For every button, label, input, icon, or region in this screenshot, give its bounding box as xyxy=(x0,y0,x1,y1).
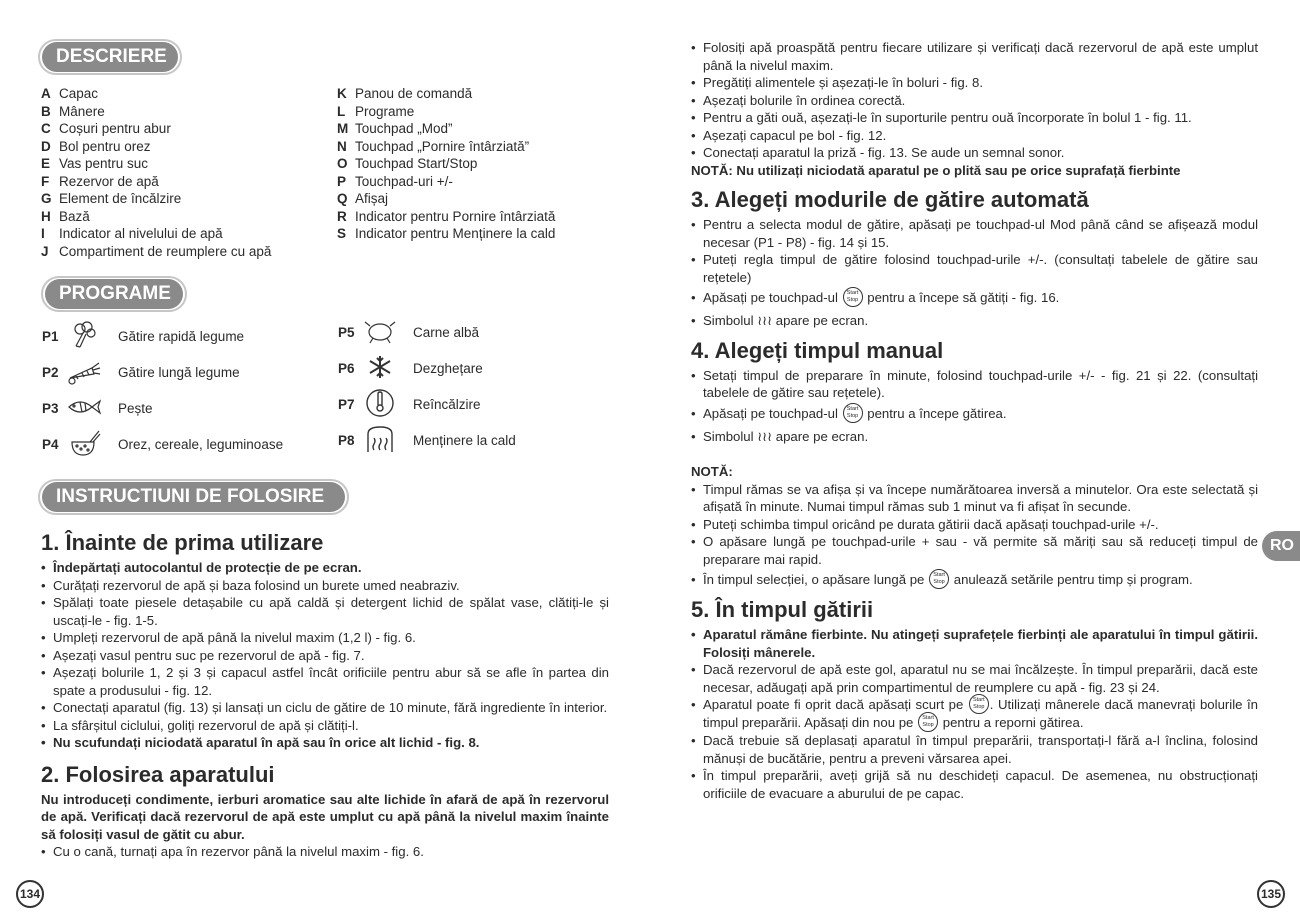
program-label: Gătire lungă legume xyxy=(118,365,240,380)
s3-item-symbol: • Simbolul ≀≀≀ apare pe ecran. xyxy=(691,312,1258,330)
program-label: Carne albă xyxy=(413,325,480,340)
description-text: Afișaj xyxy=(355,191,389,206)
program-code: P1 xyxy=(42,329,59,344)
description-key: P xyxy=(337,173,347,189)
program-list-left xyxy=(42,320,332,464)
list-item: • O apăsare lungă pe touchpad-urile + sau - vă permite să măriți sau să reduceți timpul de preparare mai rapid. xyxy=(691,533,1258,568)
program-label: Pește xyxy=(118,401,153,416)
chicken-icon xyxy=(362,316,398,346)
s3-item-mode: • Pentru a selecta modul de gătire, apăsați pe touchpad-ul Mod până când se afișează modul necesar (P1 - P8) - fig. 14 și 15. xyxy=(691,216,1258,251)
start-stop-icon: Start Stop xyxy=(918,712,938,732)
fish-icon xyxy=(66,392,102,422)
setup-list xyxy=(691,39,1258,162)
list-item: • Așezați vasul pentru suc pe rezervorul de apă - fig. 7. xyxy=(41,647,609,665)
description-list-left xyxy=(41,85,271,260)
description-text: Panou de comandă xyxy=(355,86,473,101)
description-text: Programe xyxy=(355,103,415,119)
description-item xyxy=(41,243,271,261)
section-1-list xyxy=(41,559,609,752)
section-2-warning: Nu introduceți condimente, ierburi aromatice sau alte lichide în afară de apă în rezervorul de apă. Verificați dacă rezervorul de apă este umplut cu apă până la nivelul maxim înainte să folosiți vasul de gătit cu abur. xyxy=(41,791,609,842)
start-stop-icon: Start Stop xyxy=(843,403,863,423)
note-item-cancel: • În timpul selecției, o apăsare lungă pe Start Stop anulează setările pentru timp și program. xyxy=(691,571,1258,589)
list-item: • La sfârșitul ciclului, goliți rezervorul de apă și clătiți-l. xyxy=(41,717,609,735)
start-stop-icon: Start Stop xyxy=(969,694,989,714)
description-text: Touchpad-uri +/- xyxy=(355,173,453,189)
list-item: • Spălați toate piesele detașabile cu apă caldă și detergent lichid de spălat vase, clătiți-le și uscați-le - fig. 1-5. xyxy=(41,594,609,629)
description-item xyxy=(41,103,271,121)
list-item: • Nu scufundați niciodată aparatul în apă sau în orice alt lichid - fig. 8. xyxy=(41,734,609,752)
s5-item-pause: • Aparatul poate fi oprit dacă apăsați scurt pe Start Stop . Utilizați mânerele dacă manevrați bolurile în timpul preparării. Apăsați din nou pe Start Stop pentru a reporni gătirea. xyxy=(691,696,1258,732)
description-text: Capac xyxy=(59,86,99,101)
description-key: L xyxy=(337,103,346,119)
description-item xyxy=(41,85,271,103)
s4-item-start: • Apăsați pe touchpad-ul Start Stop pentru a începe gătirea. xyxy=(691,405,1258,423)
s3-item-time: • Puteți regla timpul de gătire folosind touchpad-urile +/-. (consultați tabelele de gătire sau rețetele) xyxy=(691,251,1258,286)
description-item xyxy=(41,138,271,156)
description-item xyxy=(41,208,271,226)
description-item xyxy=(41,155,271,173)
program-item xyxy=(338,316,628,352)
section-1-title: 1. Înainte de prima utilizare xyxy=(41,530,324,555)
description-item xyxy=(337,85,555,103)
description-item xyxy=(337,173,555,191)
description-key: B xyxy=(41,103,51,119)
rice-icon xyxy=(66,428,102,458)
list-item: • Așezați capacul pe bol - fig. 12. xyxy=(691,127,1258,145)
description-item xyxy=(337,225,555,243)
program-item xyxy=(338,424,628,460)
description-key: Q xyxy=(337,191,348,206)
page-number-left: 134 xyxy=(16,880,44,908)
list-item: • Așezați bolurile 1, 2 și 3 și capacul astfel încât orificiile pentru abur să se afle în partea din spate a produsului - fig. 12. xyxy=(41,664,609,699)
broccoli-icon xyxy=(66,320,102,350)
description-key: A xyxy=(41,86,51,101)
program-item xyxy=(42,320,332,356)
s4-item-set: • Setați timpul de preparare în minute, folosind touchpad-urile +/- - fig. 21 și 22. (consultați tabelele de gătire sau rețetele). xyxy=(691,367,1258,402)
program-item xyxy=(338,388,628,424)
description-text: Coșuri pentru abur xyxy=(59,121,171,136)
description-item xyxy=(337,208,555,226)
program-code: P8 xyxy=(338,433,355,448)
description-text: Indicator al nivelului de apă xyxy=(59,226,223,241)
program-label: Reîncălzire xyxy=(413,397,481,412)
program-item xyxy=(42,428,332,464)
page-number-right: 135 xyxy=(1257,880,1285,908)
s5-item-hot: • Aparatul rămâne fierbinte. Nu atingeți suprafețele fierbinți ale aparatului în timpul gătirii. Folosiți mânerele. xyxy=(691,626,1258,661)
s5-item-empty: • Dacă rezervorul de apă este gol, aparatul nu se mai încălzește. În timpul preparării, dacă este necesar, adăugați apă prin compartimentul de reumplere cu apă - fig. 23 și 24. xyxy=(691,661,1258,696)
note-list xyxy=(691,481,1258,569)
description-key: E xyxy=(41,156,51,171)
start-stop-icon: Start Stop xyxy=(843,287,863,307)
section-2-item: • Cu o cană, turnați apa în rezervor până la nivelul maxim - fig. 6. xyxy=(41,843,609,861)
description-text: Touchpad „Pornire întârziată” xyxy=(355,138,530,154)
description-text: Bol pentru orez xyxy=(59,138,151,154)
program-label: Gătire rapidă legume xyxy=(118,329,245,344)
description-key: H xyxy=(41,208,51,224)
note-title: NOTĂ: xyxy=(691,464,733,480)
description-item xyxy=(337,120,555,138)
description-item xyxy=(337,103,555,121)
description-item xyxy=(337,190,555,208)
instructions-heading: INSTRUCTIUNI DE FOLOSIRE xyxy=(42,482,345,512)
description-item xyxy=(337,155,555,173)
description-key: R xyxy=(337,208,347,224)
description-item xyxy=(41,225,271,243)
program-item xyxy=(42,392,332,428)
carrot-icon xyxy=(66,356,102,386)
thermometer-icon xyxy=(362,388,398,418)
s4-item-symbol: • Simbolul ≀≀≀ apare pe ecran. xyxy=(691,428,1258,446)
section-2-title: 2. Folosirea aparatului xyxy=(41,761,275,787)
description-text: Indicator pentru Menținere la cald xyxy=(355,226,556,241)
description-key: I xyxy=(41,226,45,241)
list-item: • Timpul rămas se va afișa și va începe numărătoarea inversă a minutelor. Ora este selectată și afișată în minute. Numai timpul rămas sub 1 minut va fi afișat în secunde. xyxy=(691,481,1258,516)
description-item xyxy=(41,173,271,191)
description-key: S xyxy=(337,226,347,241)
program-code: P3 xyxy=(42,401,59,416)
s5-item-move: • Dacă trebuie să deplasați aparatul în timpul preparării, transportați-l fără a-l înclina, folosind mănuși de bucătărie, pentru a preveni vărsarea apei. xyxy=(691,732,1258,767)
description-key: D xyxy=(41,138,51,154)
list-item: • Așezați bolurile în ordinea corectă. xyxy=(691,92,1258,110)
right-body xyxy=(691,39,1258,802)
program-code: P2 xyxy=(42,365,59,380)
description-text: Mânere xyxy=(59,103,105,119)
left-body xyxy=(41,522,609,861)
description-key: O xyxy=(337,156,348,171)
start-stop-icon: Start Stop xyxy=(929,569,949,589)
description-item xyxy=(41,120,271,138)
program-item xyxy=(42,356,332,392)
program-label: Dezghețare xyxy=(413,361,483,376)
list-item: • Pentru a găti ouă, așezați-le în suporturile pentru ouă încorporate în bolul 1 - fig. 11. xyxy=(691,109,1258,127)
description-item xyxy=(337,138,555,156)
description-key: J xyxy=(41,243,49,259)
program-code: P4 xyxy=(42,437,59,452)
description-text: Compartiment de reumplere cu apă xyxy=(59,243,272,259)
hot-surface-note: NOTĂ: Nu utilizați niciodată aparatul pe o plită sau pe orice suprafață fierbinte xyxy=(691,162,1181,178)
description-text: Indicator pentru Pornire întârziată xyxy=(355,208,556,224)
section-5-title: 5. În timpul gătirii xyxy=(691,597,874,623)
keep-warm-icon xyxy=(362,424,398,454)
description-text: Touchpad Start/Stop xyxy=(355,156,478,171)
description-text: Element de încălzire xyxy=(59,191,182,206)
list-item: • Puteți schimba timpul oricând pe durata gătirii dacă apăsați touchpad-urile +/-. xyxy=(691,516,1258,534)
programe-heading: PROGRAME xyxy=(45,279,183,309)
s5-item-lid: • În timpul preparării, aveți grijă să nu deschideți capacul. De asemenea, nu obstrucționați orificiile de evacuare a aburului de pe capac. xyxy=(691,767,1258,802)
list-item: • Folosiți apă proaspătă pentru fiecare utilizare și verificați dacă rezervorul de apă este umplut până la nivelul maxim. xyxy=(691,39,1258,74)
description-key: C xyxy=(41,121,51,136)
section-3-title: 3. Alegeți modurile de gătire automată xyxy=(691,187,1089,212)
list-item: • Umpleți rezervorul de apă până la nivelul maxim (1,2 l) - fig. 6. xyxy=(41,629,609,647)
program-code: P6 xyxy=(338,361,355,376)
list-item: • Pregătiți alimentele și așezați-le în boluri - fig. 8. xyxy=(691,74,1258,92)
descriere-heading: DESCRIERE xyxy=(42,42,178,72)
section-4-title: 4. Alegeți timpul manual xyxy=(691,337,944,363)
language-tab: RO xyxy=(1262,531,1300,561)
description-item xyxy=(41,190,271,208)
list-item: • Conectați aparatul la priză - fig. 13. Se aude un semnal sonor. xyxy=(691,144,1258,162)
description-key: K xyxy=(337,86,347,101)
program-item xyxy=(338,352,628,388)
description-key: F xyxy=(41,173,50,189)
list-item: • Curățați rezervorul de apă și baza folosind un burete umed neabraziv. xyxy=(41,577,609,595)
description-text: Touchpad „Mod” xyxy=(355,121,453,136)
description-key: N xyxy=(337,138,347,154)
description-key: M xyxy=(337,121,349,136)
description-text: Rezervor de apă xyxy=(59,173,159,189)
program-list-right xyxy=(338,316,628,460)
description-list-right xyxy=(337,85,555,243)
list-item: • Conectați aparatul (fig. 13) și lansați un ciclu de gătire de 10 minute, fără ingrediente în interior. xyxy=(41,699,609,717)
snowflake-icon xyxy=(362,352,398,382)
s3-item-start: • Apăsați pe touchpad-ul Start Stop pentru a începe să gătiți - fig. 16. xyxy=(691,289,1258,307)
description-key: G xyxy=(41,191,52,206)
program-label: Menținere la cald xyxy=(413,433,516,448)
program-label: Orez, cereale, leguminoase xyxy=(118,437,284,452)
program-code: P7 xyxy=(338,397,355,412)
description-text: Bază xyxy=(59,208,90,224)
list-item: • Îndepărtați autocolantul de protecție de pe ecran. xyxy=(41,559,609,577)
description-text: Vas pentru suc xyxy=(59,156,149,171)
program-code: P5 xyxy=(338,325,355,340)
